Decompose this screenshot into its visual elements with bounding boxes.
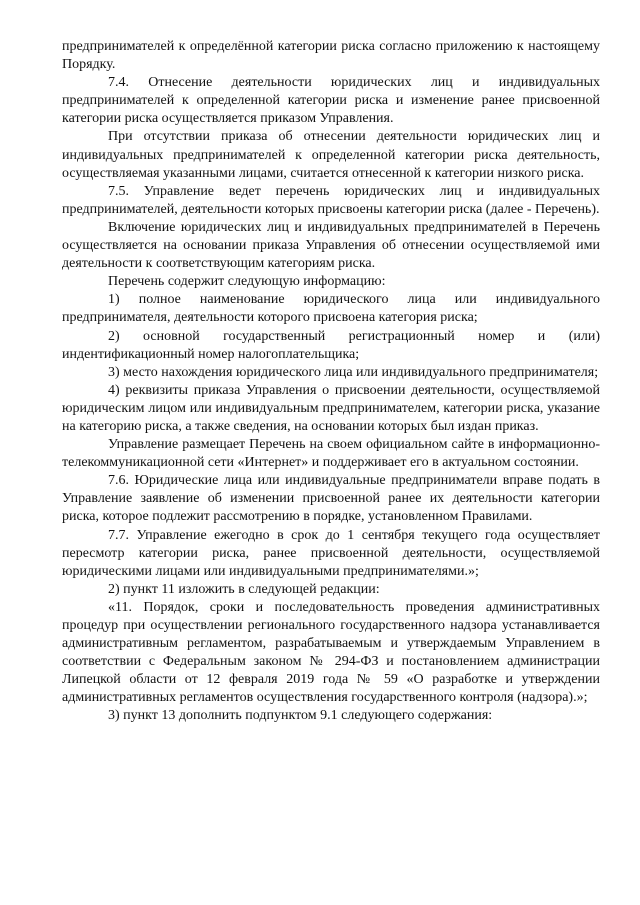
paragraph-11: «11. Порядок, сроки и последовательность проведения административных процедур при осуществлении регионального государственного надзора устанавливается административным регламентом, разрабатываемым и утверждаемым Управлением в соответствии с Федеральным законом № 294-ФЗ и постановлением администрации Липецкой области от 12 февраля 2019 года № 59 «О разработке и утверждении административных регламентов осуществления государственного контроля (надзора).»; [62,599,600,706]
paragraph-continuation: предпринимателей к определённой категории риска согласно приложению к настоящему Порядку. [62,39,600,73]
paragraph-no-order: При отсутствии приказа об отнесении деятельности юридических лиц и индивидуальных предпринимателей к определенной категории риска деятельность, осуществляемая указанными лицами, считается отнесенной к категории низкого риска. [62,129,600,181]
list-item-1: 1) полное наименование юридического лица или индивидуального предпринимателя, деятельности которого присвоена категория риска; [62,292,600,326]
amendment-2: 2) пункт 11 изложить в следующей редакции: [108,581,380,597]
paragraph-7-4: 7.4. Отнесение деятельности юридических лиц и индивидуальных предпринимателей к определенной категории риска и изменение ранее присвоенной категории риска осуществляется приказом Управления. [62,75,600,127]
list-item-3: 3) место нахождения юридического лица или индивидуального предпринимателя; [108,364,599,380]
paragraph-inclusion: Включение юридических лиц и индивидуальных предпринимателей в Перечень осуществляется на основании приказа Управления об отнесении осуществляемой ими деятельности к соответствующим категориям риска. [62,219,600,272]
amendment-3: 3) пункт 13 дополнить подпунктом 9.1 следующего содержания: [108,708,493,724]
paragraph-publication: Управление размещает Перечень на своем официальном сайте в информационно-телекоммуникационной сети «Интернет» и поддерживает его в актуальном состоянии. [62,437,600,471]
paragraph-7-7: 7.7. Управление ежегодно в срок до 1 сентября текущего года осуществляет пересмотр категории риска, ранее присвоенной деятельности, осуществляемой юридическими лицами или индивидуальными предпринимателями.»; [62,527,600,579]
paragraph-7-5: 7.5. Управление ведет перечень юридических лиц и индивидуальных предпринимателей, деятельности которых присвоены категории риска (далее - Перечень). [62,183,600,217]
document-body [62,38,600,726]
list-item-2: 2) основной государственный регистрационный номер и (или) индентификационный номер налогоплательщика; [62,328,600,362]
paragraph-7-6: 7.6. Юридические лица или индивидуальные предприниматели вправе подать в Управление заявление об изменении присвоенной ранее их деятельности категории риска, которое подлежит рассмотрению в порядке, установленном Правилами. [62,473,600,525]
list-item-4: 4) реквизиты приказа Управления о присвоении деятельности, осуществляемой юридическим лицом или индивидуальным предпринимателем, категории риска, указание на категорию риска, а также сведения, на основании которых был издан приказ. [62,382,600,434]
paragraph-list-intro: Перечень содержит следующую информацию: [108,274,386,290]
